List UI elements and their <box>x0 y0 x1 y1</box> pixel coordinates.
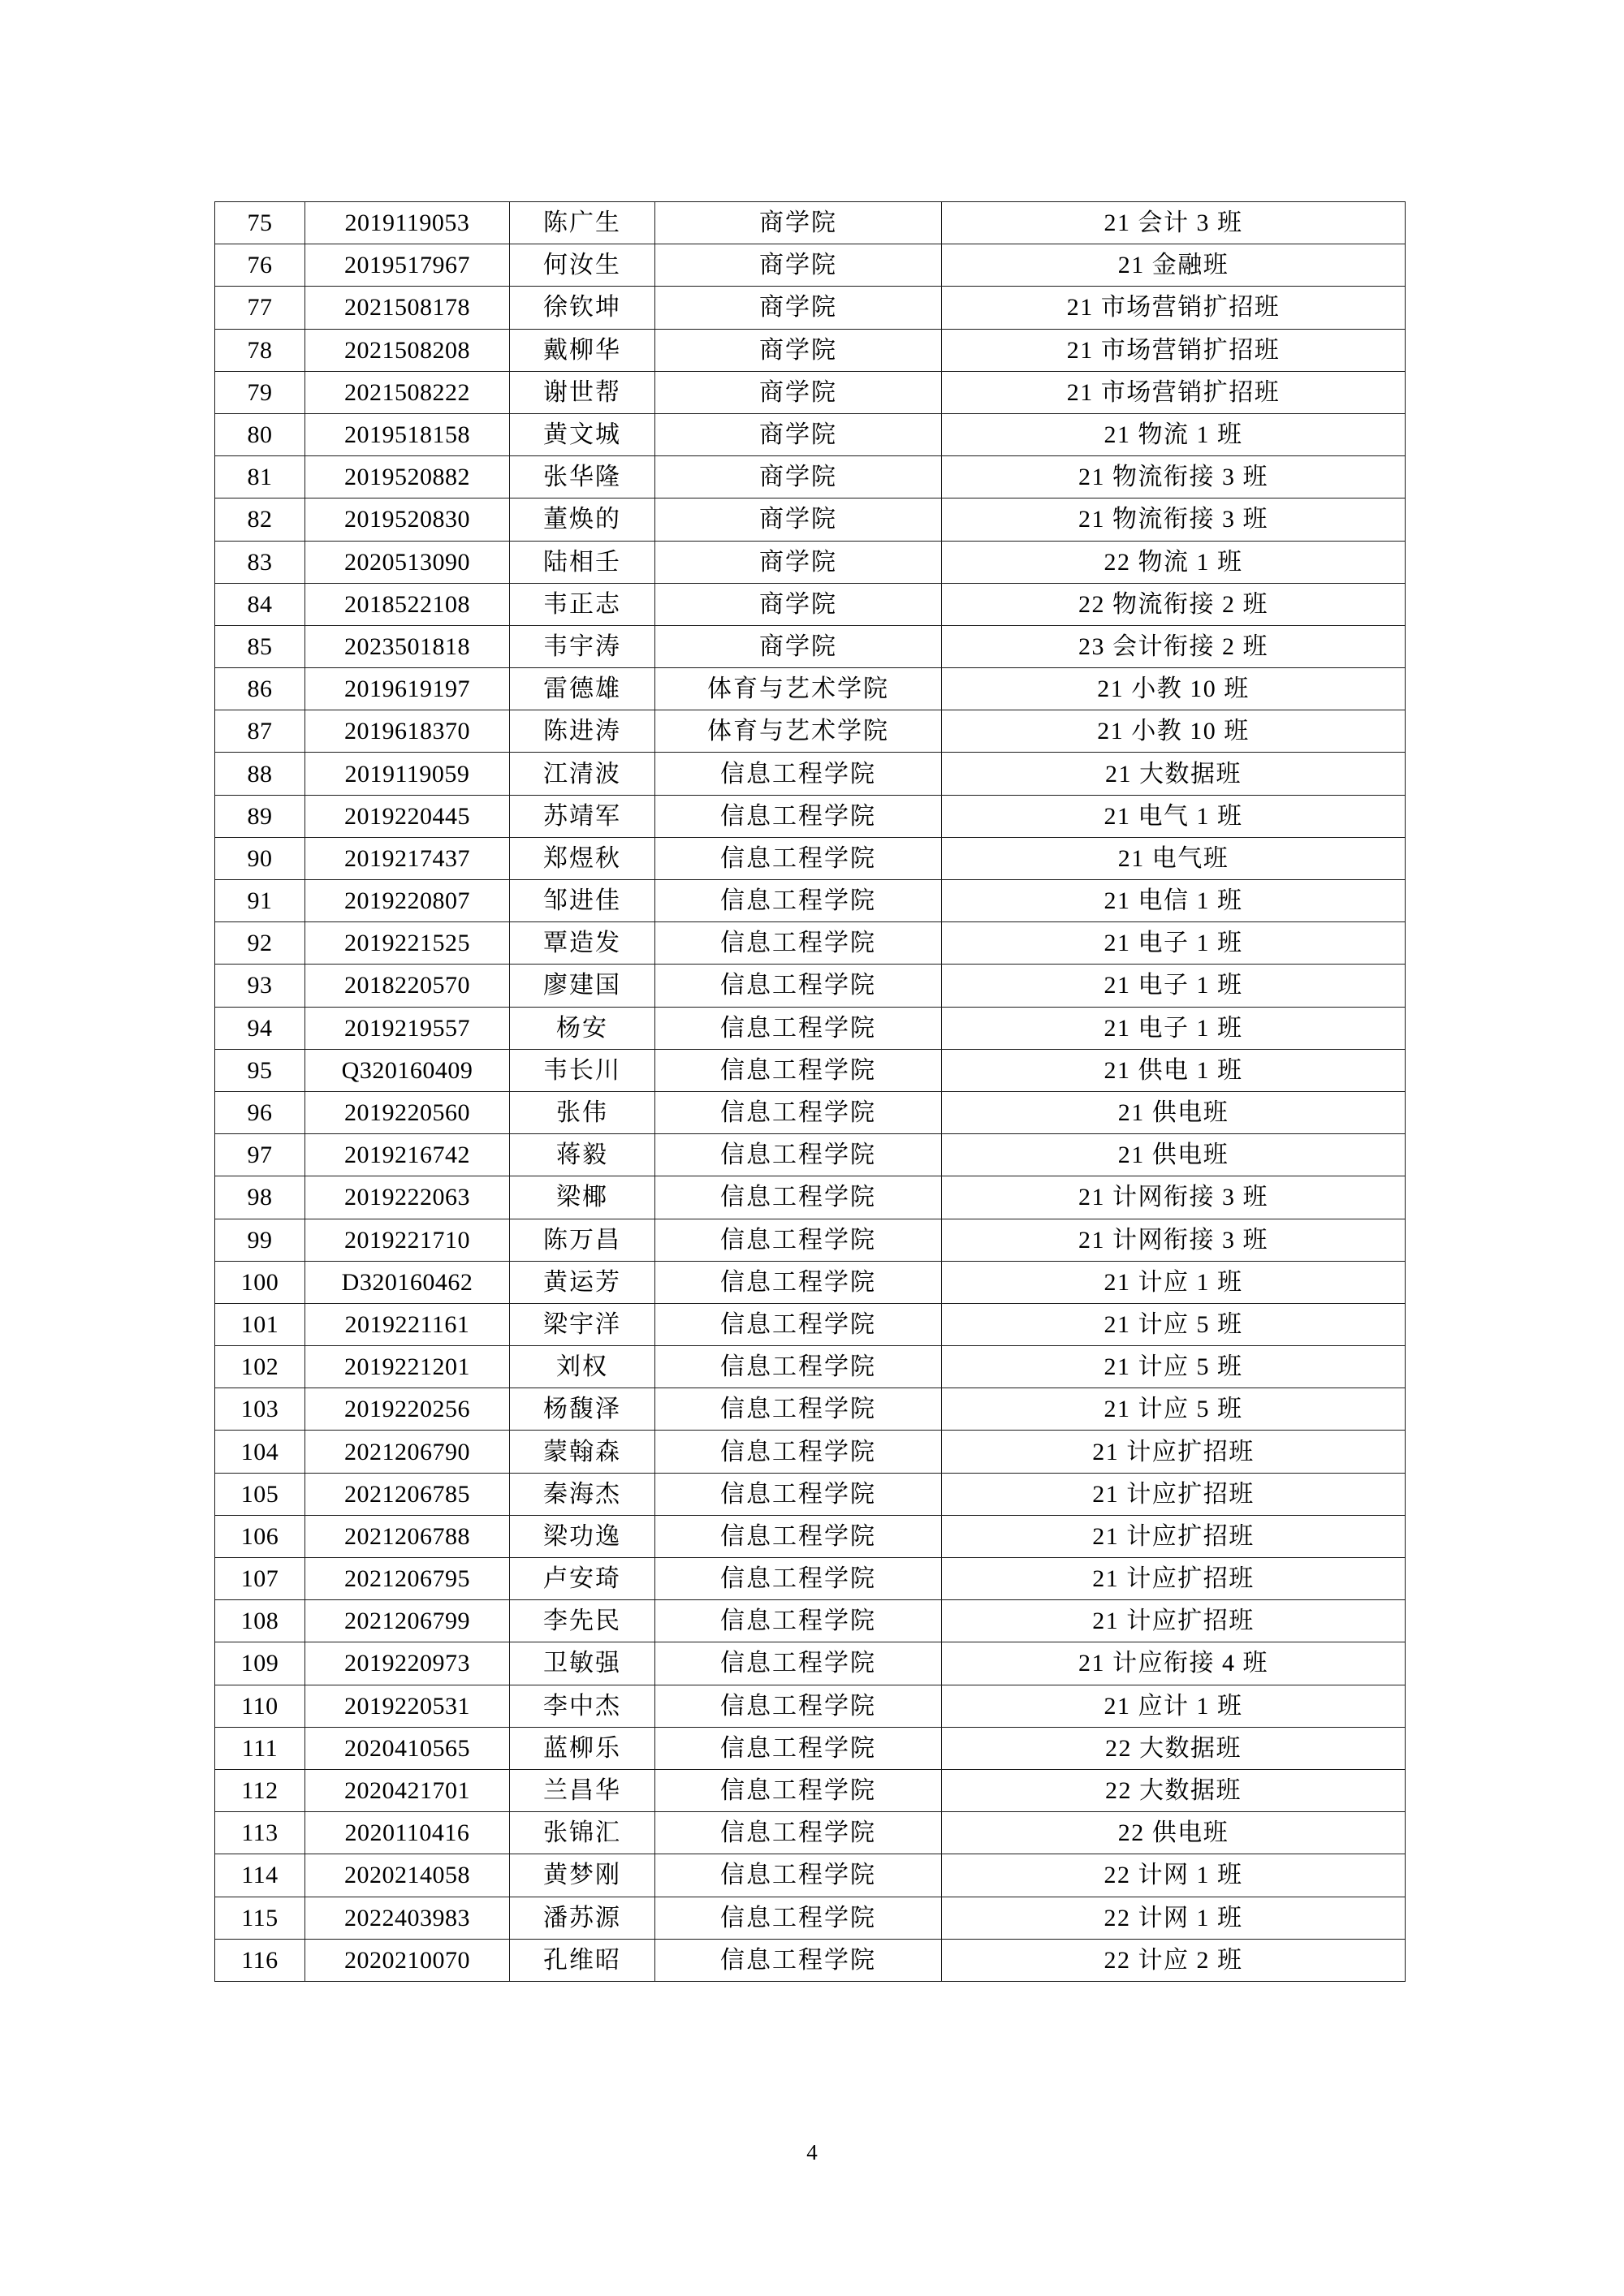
class-name: 21 物流衔接 3 班 <box>942 498 1406 541</box>
row-index: 75 <box>215 202 305 244</box>
row-index: 98 <box>215 1176 305 1219</box>
class-name: 21 供电班 <box>942 1091 1406 1133</box>
row-index: 77 <box>215 287 305 329</box>
row-index: 108 <box>215 1600 305 1642</box>
college-name: 商学院 <box>655 541 942 583</box>
roster-table-container <box>214 201 1405 1982</box>
row-index: 90 <box>215 837 305 879</box>
table-row <box>215 1769 1406 1811</box>
table-row <box>215 329 1406 371</box>
college-name: 信息工程学院 <box>655 1049 942 1091</box>
row-index: 78 <box>215 329 305 371</box>
row-index: 88 <box>215 753 305 795</box>
student-name: 李先民 <box>510 1600 655 1642</box>
college-name: 商学院 <box>655 413 942 455</box>
student-id: 2019119053 <box>305 202 510 244</box>
college-name: 信息工程学院 <box>655 1685 942 1727</box>
college-name: 信息工程学院 <box>655 922 942 965</box>
student-name: 韦正志 <box>510 583 655 625</box>
table-row <box>215 837 1406 879</box>
row-index: 106 <box>215 1515 305 1557</box>
college-name: 信息工程学院 <box>655 1134 942 1176</box>
student-id: 2019221161 <box>305 1303 510 1345</box>
college-name: 信息工程学院 <box>655 753 942 795</box>
table-row <box>215 583 1406 625</box>
table-row <box>215 1515 1406 1557</box>
row-index: 111 <box>215 1727 305 1769</box>
table-row <box>215 1091 1406 1133</box>
student-name: 张锦汇 <box>510 1812 655 1854</box>
table-row <box>215 1473 1406 1515</box>
student-name: 陈广生 <box>510 202 655 244</box>
college-name: 信息工程学院 <box>655 1727 942 1769</box>
table-row <box>215 413 1406 455</box>
college-name: 体育与艺术学院 <box>655 710 942 753</box>
college-name: 信息工程学院 <box>655 880 942 922</box>
student-name: 卢安琦 <box>510 1558 655 1600</box>
row-index: 92 <box>215 922 305 965</box>
class-name: 21 市场营销扩招班 <box>942 371 1406 413</box>
college-name: 信息工程学院 <box>655 1897 942 1939</box>
row-index: 86 <box>215 668 305 710</box>
college-name: 信息工程学院 <box>655 1642 942 1685</box>
student-name: 杨安 <box>510 1007 655 1049</box>
row-index: 113 <box>215 1812 305 1854</box>
table-row <box>215 1897 1406 1939</box>
class-name: 22 计应 2 班 <box>942 1939 1406 1981</box>
table-row <box>215 965 1406 1007</box>
student-id: 2021508222 <box>305 371 510 413</box>
college-name: 商学院 <box>655 583 942 625</box>
row-index: 100 <box>215 1261 305 1303</box>
roster-table <box>214 201 1406 1982</box>
college-name: 信息工程学院 <box>655 1812 942 1854</box>
row-index: 99 <box>215 1219 305 1261</box>
student-id: 2019517967 <box>305 244 510 287</box>
student-name: 陈万昌 <box>510 1219 655 1261</box>
student-name: 韦宇涛 <box>510 625 655 667</box>
student-id: 2019220445 <box>305 795 510 837</box>
student-id: 2020110416 <box>305 1812 510 1854</box>
row-index: 76 <box>215 244 305 287</box>
student-name: 孔维昭 <box>510 1939 655 1981</box>
class-name: 21 金融班 <box>942 244 1406 287</box>
class-name: 21 计应扩招班 <box>942 1515 1406 1557</box>
college-name: 信息工程学院 <box>655 795 942 837</box>
table-row <box>215 244 1406 287</box>
student-id: 2019216742 <box>305 1134 510 1176</box>
table-row <box>215 1685 1406 1727</box>
student-name: 蒙翰森 <box>510 1431 655 1473</box>
student-id: 2021206795 <box>305 1558 510 1600</box>
table-row <box>215 1854 1406 1897</box>
row-index: 102 <box>215 1346 305 1388</box>
college-name: 信息工程学院 <box>655 1515 942 1557</box>
table-row <box>215 795 1406 837</box>
student-id: 2020210070 <box>305 1939 510 1981</box>
row-index: 81 <box>215 456 305 498</box>
class-name: 21 计应扩招班 <box>942 1473 1406 1515</box>
page-number: 4 <box>806 2140 818 2164</box>
class-name: 21 电信 1 班 <box>942 880 1406 922</box>
table-row <box>215 1049 1406 1091</box>
student-name: 董焕的 <box>510 498 655 541</box>
row-index: 83 <box>215 541 305 583</box>
class-name: 21 电气 1 班 <box>942 795 1406 837</box>
row-index: 85 <box>215 625 305 667</box>
student-id: 2019219557 <box>305 1007 510 1049</box>
class-name: 21 计应 5 班 <box>942 1346 1406 1388</box>
student-name: 张华隆 <box>510 456 655 498</box>
student-name: 廖建国 <box>510 965 655 1007</box>
college-name: 信息工程学院 <box>655 1769 942 1811</box>
class-name: 22 计网 1 班 <box>942 1897 1406 1939</box>
table-row <box>215 1939 1406 1981</box>
table-row <box>215 625 1406 667</box>
row-index: 115 <box>215 1897 305 1939</box>
row-index: 80 <box>215 413 305 455</box>
row-index: 89 <box>215 795 305 837</box>
student-name: 覃造发 <box>510 922 655 965</box>
college-name: 商学院 <box>655 498 942 541</box>
class-name: 21 物流衔接 3 班 <box>942 456 1406 498</box>
student-name: 黄梦刚 <box>510 1854 655 1897</box>
student-name: 苏靖军 <box>510 795 655 837</box>
college-name: 信息工程学院 <box>655 1176 942 1219</box>
student-id: 2019520882 <box>305 456 510 498</box>
student-id: 2019221710 <box>305 1219 510 1261</box>
student-name: 蓝柳乐 <box>510 1727 655 1769</box>
student-id: 2018522108 <box>305 583 510 625</box>
student-id: 2019220807 <box>305 880 510 922</box>
class-name: 21 计应 5 班 <box>942 1388 1406 1431</box>
student-id: 2019619197 <box>305 668 510 710</box>
student-id: 2020214058 <box>305 1854 510 1897</box>
student-id: 2019217437 <box>305 837 510 879</box>
class-name: 21 计网衔接 3 班 <box>942 1176 1406 1219</box>
college-name: 信息工程学院 <box>655 1473 942 1515</box>
college-name: 信息工程学院 <box>655 1219 942 1261</box>
student-name: 谢世帮 <box>510 371 655 413</box>
student-id: 2019221201 <box>305 1346 510 1388</box>
student-name: 邹进佳 <box>510 880 655 922</box>
student-name: 刘权 <box>510 1346 655 1388</box>
table-row <box>215 287 1406 329</box>
class-name: 22 供电班 <box>942 1812 1406 1854</box>
class-name: 22 物流衔接 2 班 <box>942 583 1406 625</box>
college-name: 信息工程学院 <box>655 965 942 1007</box>
row-index: 87 <box>215 710 305 753</box>
student-name: 江清波 <box>510 753 655 795</box>
class-name: 21 电子 1 班 <box>942 1007 1406 1049</box>
student-name: 蒋毅 <box>510 1134 655 1176</box>
class-name: 21 计应 5 班 <box>942 1303 1406 1345</box>
row-index: 84 <box>215 583 305 625</box>
table-row <box>215 1261 1406 1303</box>
row-index: 93 <box>215 965 305 1007</box>
student-id: 2021206785 <box>305 1473 510 1515</box>
table-row <box>215 922 1406 965</box>
row-index: 97 <box>215 1134 305 1176</box>
student-id: 2019518158 <box>305 413 510 455</box>
student-id: 2022403983 <box>305 1897 510 1939</box>
student-name: 陈进涛 <box>510 710 655 753</box>
student-id: 2023501818 <box>305 625 510 667</box>
class-name: 21 应计 1 班 <box>942 1685 1406 1727</box>
table-row <box>215 456 1406 498</box>
class-name: 21 计应衔接 4 班 <box>942 1642 1406 1685</box>
class-name: 21 电气班 <box>942 837 1406 879</box>
college-name: 商学院 <box>655 371 942 413</box>
student-id: 2019220560 <box>305 1091 510 1133</box>
row-index: 96 <box>215 1091 305 1133</box>
college-name: 体育与艺术学院 <box>655 668 942 710</box>
row-index: 104 <box>215 1431 305 1473</box>
class-name: 21 供电班 <box>942 1134 1406 1176</box>
row-index: 91 <box>215 880 305 922</box>
roster-table-body <box>215 202 1406 1982</box>
student-id: 2019220531 <box>305 1685 510 1727</box>
college-name: 信息工程学院 <box>655 1091 942 1133</box>
table-row <box>215 541 1406 583</box>
student-name: 张伟 <box>510 1091 655 1133</box>
student-name: 黄运芳 <box>510 1261 655 1303</box>
student-id: Q320160409 <box>305 1049 510 1091</box>
student-id: 2021206799 <box>305 1600 510 1642</box>
student-id: 2020421701 <box>305 1769 510 1811</box>
student-id: 2019220973 <box>305 1642 510 1685</box>
student-id: 2021206790 <box>305 1431 510 1473</box>
class-name: 21 市场营销扩招班 <box>942 329 1406 371</box>
row-index: 103 <box>215 1388 305 1431</box>
row-index: 82 <box>215 498 305 541</box>
student-name: 兰昌华 <box>510 1769 655 1811</box>
table-row <box>215 1303 1406 1345</box>
college-name: 商学院 <box>655 244 942 287</box>
class-name: 21 计应扩招班 <box>942 1600 1406 1642</box>
college-name: 商学院 <box>655 329 942 371</box>
student-name: 何汝生 <box>510 244 655 287</box>
student-name: 黄文城 <box>510 413 655 455</box>
student-id: 2019220256 <box>305 1388 510 1431</box>
table-row <box>215 1134 1406 1176</box>
table-row <box>215 1219 1406 1261</box>
table-row <box>215 371 1406 413</box>
student-name: 杨馥泽 <box>510 1388 655 1431</box>
row-index: 105 <box>215 1473 305 1515</box>
table-row <box>215 1600 1406 1642</box>
student-id: 2019520830 <box>305 498 510 541</box>
college-name: 信息工程学院 <box>655 1431 942 1473</box>
row-index: 112 <box>215 1769 305 1811</box>
college-name: 信息工程学院 <box>655 1558 942 1600</box>
class-name: 21 计网衔接 3 班 <box>942 1219 1406 1261</box>
class-name: 21 计应扩招班 <box>942 1558 1406 1600</box>
college-name: 信息工程学院 <box>655 1007 942 1049</box>
student-id: 2018220570 <box>305 965 510 1007</box>
table-row <box>215 1007 1406 1049</box>
row-index: 116 <box>215 1939 305 1981</box>
class-name: 21 小教 10 班 <box>942 668 1406 710</box>
class-name: 21 市场营销扩招班 <box>942 287 1406 329</box>
class-name: 21 物流 1 班 <box>942 413 1406 455</box>
class-name: 22 大数据班 <box>942 1727 1406 1769</box>
college-name: 商学院 <box>655 287 942 329</box>
row-index: 101 <box>215 1303 305 1345</box>
college-name: 商学院 <box>655 456 942 498</box>
table-row <box>215 1558 1406 1600</box>
table-row <box>215 1176 1406 1219</box>
student-name: 郑煜秋 <box>510 837 655 879</box>
row-index: 110 <box>215 1685 305 1727</box>
college-name: 信息工程学院 <box>655 1939 942 1981</box>
student-id: 2020513090 <box>305 541 510 583</box>
row-index: 109 <box>215 1642 305 1685</box>
student-name: 戴柳华 <box>510 329 655 371</box>
student-id: D320160462 <box>305 1261 510 1303</box>
table-row <box>215 710 1406 753</box>
class-name: 21 会计 3 班 <box>942 202 1406 244</box>
table-row <box>215 1431 1406 1473</box>
table-row <box>215 668 1406 710</box>
table-row <box>215 880 1406 922</box>
student-name: 李中杰 <box>510 1685 655 1727</box>
row-index: 94 <box>215 1007 305 1049</box>
row-index: 79 <box>215 371 305 413</box>
college-name: 信息工程学院 <box>655 1600 942 1642</box>
student-id: 2019119059 <box>305 753 510 795</box>
student-id: 2019222063 <box>305 1176 510 1219</box>
student-id: 2019221525 <box>305 922 510 965</box>
row-index: 107 <box>215 1558 305 1600</box>
college-name: 信息工程学院 <box>655 1388 942 1431</box>
class-name: 22 计网 1 班 <box>942 1854 1406 1897</box>
table-row <box>215 1727 1406 1769</box>
class-name: 21 电子 1 班 <box>942 922 1406 965</box>
student-name: 雷德雄 <box>510 668 655 710</box>
student-name: 梁椰 <box>510 1176 655 1219</box>
college-name: 信息工程学院 <box>655 1303 942 1345</box>
student-id: 2021508178 <box>305 287 510 329</box>
student-id: 2019618370 <box>305 710 510 753</box>
table-row <box>215 753 1406 795</box>
college-name: 商学院 <box>655 202 942 244</box>
table-row <box>215 202 1406 244</box>
student-id: 2020410565 <box>305 1727 510 1769</box>
class-name: 22 物流 1 班 <box>942 541 1406 583</box>
table-row <box>215 1812 1406 1854</box>
student-id: 2021508208 <box>305 329 510 371</box>
college-name: 信息工程学院 <box>655 1854 942 1897</box>
college-name: 商学院 <box>655 625 942 667</box>
class-name: 21 电子 1 班 <box>942 965 1406 1007</box>
table-row <box>215 1642 1406 1685</box>
student-id: 2021206788 <box>305 1515 510 1557</box>
student-name: 卫敏强 <box>510 1642 655 1685</box>
college-name: 信息工程学院 <box>655 837 942 879</box>
class-name: 21 大数据班 <box>942 753 1406 795</box>
class-name: 23 会计衔接 2 班 <box>942 625 1406 667</box>
student-name: 陆相壬 <box>510 541 655 583</box>
class-name: 21 计应 1 班 <box>942 1261 1406 1303</box>
row-index: 114 <box>215 1854 305 1897</box>
table-row <box>215 1346 1406 1388</box>
college-name: 信息工程学院 <box>655 1346 942 1388</box>
student-name: 潘苏源 <box>510 1897 655 1939</box>
table-row <box>215 1388 1406 1431</box>
college-name: 信息工程学院 <box>655 1261 942 1303</box>
class-name: 21 计应扩招班 <box>942 1431 1406 1473</box>
student-name: 梁功逸 <box>510 1515 655 1557</box>
student-name: 韦长川 <box>510 1049 655 1091</box>
class-name: 22 大数据班 <box>942 1769 1406 1811</box>
student-name: 梁宇洋 <box>510 1303 655 1345</box>
student-name: 徐钦坤 <box>510 287 655 329</box>
table-row <box>215 498 1406 541</box>
class-name: 21 供电 1 班 <box>942 1049 1406 1091</box>
student-name: 秦海杰 <box>510 1473 655 1515</box>
row-index: 95 <box>215 1049 305 1091</box>
class-name: 21 小教 10 班 <box>942 710 1406 753</box>
